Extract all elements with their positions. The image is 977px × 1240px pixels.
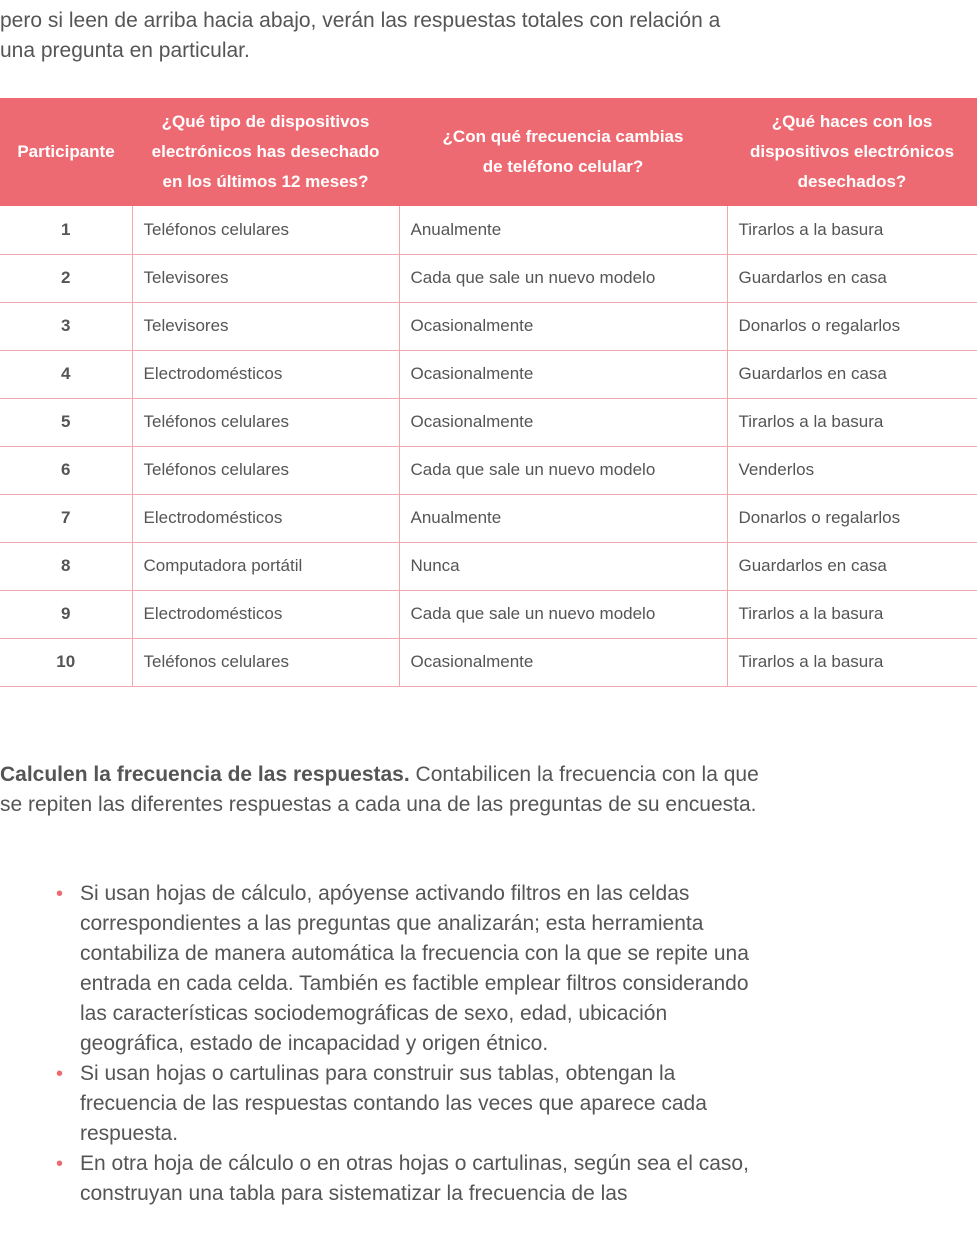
device-type-cell: Televisores	[132, 302, 399, 350]
device-type-cell: Teléfonos celulares	[132, 206, 399, 254]
phone-change-frequency-cell: Nunca	[399, 542, 727, 590]
phone-change-frequency-cell: Ocasionalmente	[399, 638, 727, 686]
participant-number-cell: 6	[0, 446, 132, 494]
bullet-text: Si usan hojas o cartulinas para construir sus tablas, obtengan la frecuencia de las respuestas contando las veces que aparece cada respuesta.	[80, 1062, 707, 1145]
disposal-action-cell: Guardarlos en casa	[727, 350, 977, 398]
device-type-cell: Electrodomésticos	[132, 494, 399, 542]
table-row	[0, 350, 977, 398]
phone-change-frequency-cell: Anualmente	[399, 206, 727, 254]
participant-number-cell: 8	[0, 542, 132, 590]
table-row	[0, 206, 977, 254]
disposal-action-cell: Tirarlos a la basura	[727, 590, 977, 638]
intro-paragraph	[0, 6, 760, 66]
table-row	[0, 590, 977, 638]
table-row	[0, 446, 977, 494]
phone-change-frequency-cell: Cada que sale un nuevo modelo	[399, 590, 727, 638]
bullet-icon: •	[56, 883, 64, 905]
table-row	[0, 398, 977, 446]
frequency-lead: Calculen la frecuencia de las respuestas.	[0, 763, 410, 786]
device-type-cell: Televisores	[132, 254, 399, 302]
participant-number-cell: 1	[0, 206, 132, 254]
phone-change-frequency-cell: Cada que sale un nuevo modelo	[399, 446, 727, 494]
disposal-action-cell: Tirarlos a la basura	[727, 638, 977, 686]
participant-number-cell: 10	[0, 638, 132, 686]
participant-number-cell: 3	[0, 302, 132, 350]
disposal-action-cell: Venderlos	[727, 446, 977, 494]
participant-number-cell: 4	[0, 350, 132, 398]
phone-change-frequency-cell: Anualmente	[399, 494, 727, 542]
frequency-text: Contabilicen la frecuencia con la que se repiten las diferentes respuestas a cada una de las preguntas de su encuesta.	[0, 763, 759, 816]
disposal-action-cell: Donarlos o regalarlos	[727, 494, 977, 542]
header-frecuencia: ¿Con qué frecuencia cambias de teléfono celular?	[399, 98, 727, 206]
intro-text: pero si leen de arriba hacia abajo, verán las respuestas totales con relación a una pregunta en particular.	[0, 9, 721, 62]
header-participante: Participante	[0, 98, 132, 206]
device-type-cell: Teléfonos celulares	[132, 398, 399, 446]
frequency-section	[0, 760, 770, 820]
bullet-icon: •	[56, 1063, 64, 1085]
frequency-paragraph	[0, 760, 770, 820]
list-item	[0, 1059, 770, 1149]
table-row	[0, 494, 977, 542]
disposal-action-cell: Guardarlos en casa	[727, 254, 977, 302]
participant-number-cell: 2	[0, 254, 132, 302]
bullet-text: Si usan hojas de cálculo, apóyense activando filtros en las celdas correspondientes a las preguntas que analizarán; esta herramienta contabiliza de manera automática la frecuencia con la que se repite una entrada en cada celda. También es factible emplear filtros considerando las características sociodemográficas de sexo, edad, ubicación geográfica, estado de incapacidad y origen étnico.	[80, 882, 749, 1055]
table-row	[0, 302, 977, 350]
phone-change-frequency-cell: Ocasionalmente	[399, 302, 727, 350]
device-type-cell: Electrodomésticos	[132, 350, 399, 398]
table-row	[0, 254, 977, 302]
header-destino: ¿Qué haces con los dispositivos electrónicos desechados?	[727, 98, 977, 206]
disposal-action-cell: Donarlos o regalarlos	[727, 302, 977, 350]
participant-number-cell: 9	[0, 590, 132, 638]
phone-change-frequency-cell: Ocasionalmente	[399, 350, 727, 398]
table-row	[0, 542, 977, 590]
device-type-cell: Teléfonos celulares	[132, 638, 399, 686]
table-body	[0, 206, 977, 686]
device-type-cell: Computadora portátil	[132, 542, 399, 590]
bullet-icon: •	[56, 1153, 64, 1175]
table-header-row	[0, 98, 977, 206]
table-row	[0, 638, 977, 686]
participant-number-cell: 7	[0, 494, 132, 542]
instruction-list	[0, 879, 770, 1209]
list-item	[0, 1149, 770, 1209]
bullet-text: En otra hoja de cálculo o en otras hojas o cartulinas, según sea el caso, construyan una tabla para sistematizar la frecuencia de las	[80, 1152, 749, 1205]
disposal-action-cell: Guardarlos en casa	[727, 542, 977, 590]
phone-change-frequency-cell: Cada que sale un nuevo modelo	[399, 254, 727, 302]
device-type-cell: Electrodomésticos	[132, 590, 399, 638]
device-type-cell: Teléfonos celulares	[132, 446, 399, 494]
phone-change-frequency-cell: Ocasionalmente	[399, 398, 727, 446]
survey-results-table	[0, 98, 977, 687]
header-dispositivos: ¿Qué tipo de dispositivos electrónicos has desechado en los últimos 12 meses?	[132, 98, 399, 206]
participant-number-cell: 5	[0, 398, 132, 446]
disposal-action-cell: Tirarlos a la basura	[727, 206, 977, 254]
list-item	[0, 879, 770, 1059]
disposal-action-cell: Tirarlos a la basura	[727, 398, 977, 446]
